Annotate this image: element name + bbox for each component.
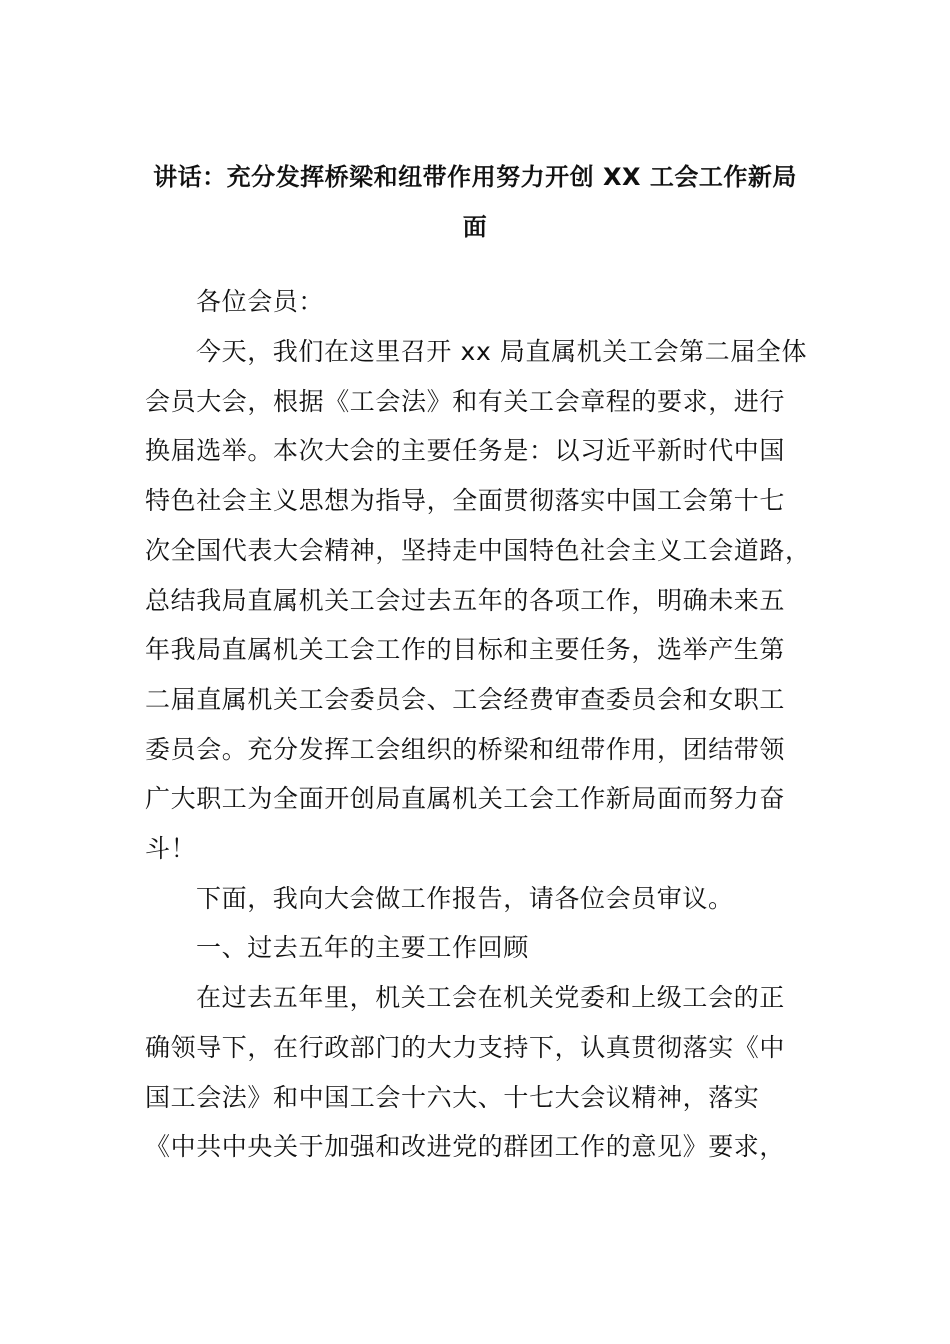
section-heading: 一、过去五年的主要工作回顾	[196, 933, 529, 962]
body-line: 国工会法》和中国工会十六大、十七大会议精神，落实	[145, 1083, 760, 1112]
body-line: 换届选举。本次大会的主要任务是：以习近平新时代中国	[145, 436, 786, 465]
body-line: 广大职工为全面开创局直属机关工会工作新局面而努力奋	[145, 784, 786, 813]
salutation: 各位会员：	[196, 287, 325, 316]
body-line: 会员大会，根据《工会法》和有关工会章程的要求，进行	[145, 387, 786, 416]
body-line: 特色社会主义思想为指导，全面贯彻落实中国工会第十七	[145, 486, 786, 515]
body-line: 《中共中央关于加强和改进党的群团工作的意见》要求，	[145, 1132, 786, 1161]
body-line: 年我局直属机关工会工作的目标和主要任务，选举产生第	[145, 635, 786, 664]
body-line: 今天，我们在这里召开 xx 局直属机关工会第二届全体	[196, 337, 808, 366]
body-line: 下面，我向大会做工作报告，请各位会员审议。	[196, 884, 734, 913]
body-line: 二届直属机关工会委员会、工会经费审查委员会和女职工	[145, 685, 786, 714]
body-line: 次全国代表大会精神，坚持走中国特色社会主义工会道路，	[145, 536, 811, 565]
body-line: 委员会。充分发挥工会组织的桥梁和纽带作用，团结带领	[145, 735, 786, 764]
body-line: 在过去五年里，机关工会在机关党委和上级工会的正	[196, 983, 785, 1012]
body-line: 确领导下，在行政部门的大力支持下，认真贯彻落实《中	[145, 1033, 786, 1062]
body-line: 总结我局直属机关工会过去五年的各项工作，明确未来五	[145, 586, 786, 615]
document-title-line-1: 讲话：充分发挥桥梁和纽带作用努力开创 XX 工会工作新局	[153, 163, 797, 191]
body-line: 斗！	[145, 834, 197, 863]
document-title-line-2: 面	[462, 213, 488, 241]
